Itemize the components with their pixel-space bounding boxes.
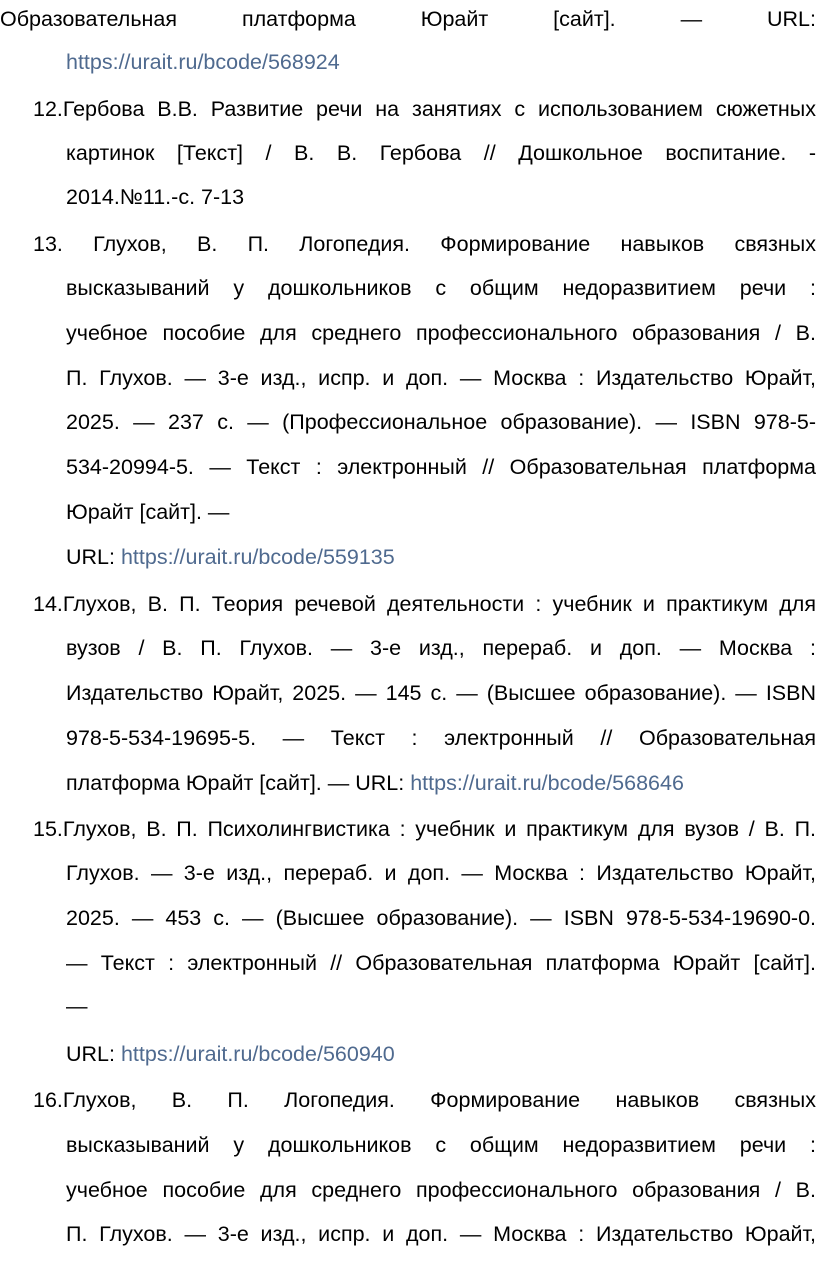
ref-13-line-5: 2025. — 237 с. — (Профессиональное образование). — ISBN 978-5- [66, 410, 816, 434]
ref-13-line-6: 534-20994-5. — Текст : электронный // Образовательная платформа [66, 455, 816, 479]
ref-16-line-2: высказываний у дошкольников с общим недоразвитием речи : [66, 1133, 816, 1157]
ref-13-line-1: 13. Глухов, В. П. Логопедия. Формирование навыков связных [33, 232, 816, 256]
ref-16-line-3: учебное пособие для среднего профессионального образования / В. [66, 1178, 816, 1202]
ref-15-line-5: — [66, 994, 88, 1018]
ref-13-line-2: высказываний у дошкольников с общим недоразвитием речи : [66, 276, 816, 300]
ref-14-line-3: Издательство Юрайт, 2025. — 145 с. — (Высшее образование). — ISBN [66, 681, 816, 705]
ref-16-line-1: 16.Глухов, В. П. Логопедия. Формирование навыков связных [33, 1088, 816, 1112]
ref-11-line-2 [66, 47, 816, 77]
ref-15-line-3: 2025. — 453 с. — (Высшее образование). — ISBN 978-5-534-19690-0. [66, 906, 816, 930]
ref-13-line-3: учебное пособие для среднего профессионального образования / В. [66, 321, 816, 345]
ref-15-url-link[interactable]: https://urait.ru/bcode/560940 [120, 1042, 395, 1066]
ref-12-line-2: картинок [Текст] / В. В. Гербова // Дошкольное воспитание. - [66, 141, 816, 165]
ref-15-url-label: URL: [66, 1042, 121, 1066]
ref-14-line-5-text: платформа Юрайт [сайт]. — URL: [66, 771, 411, 795]
ref-14-url-link[interactable]: https://urait.ru/bcode/568646 [410, 771, 684, 795]
ref-15-line-4: — Текст : электронный // Образовательная платформа Юрайт [сайт]. [66, 951, 816, 975]
ref-14-line-5 [66, 768, 816, 798]
ref-13-line-7: Юрайт [сайт]. — [66, 500, 230, 524]
ref-11-url-link[interactable]: https://urait.ru/bcode/568924 [66, 50, 340, 74]
ref-14-line-4: 978-5-534-19695-5. — Текст : электронный // Образовательная [66, 726, 816, 750]
ref-15-line-6 [66, 1039, 816, 1069]
ref-12-line-3: 2014.№11.-с. 7-13 [66, 185, 245, 209]
ref-15-line-1: 15.Глухов, В. П. Психолингвистика : учебник и практикум для вузов / В. П. [33, 817, 816, 841]
ref-16-line-4: П. Глухов. — 3-е изд., испр. и доп. — Москва : Издательство Юрайт, [66, 1222, 816, 1246]
ref-13-url-label: URL: [66, 545, 121, 569]
ref-15-line-2: Глухов. — 3-е изд., перераб. и доп. — Москва : Издательство Юрайт, [66, 861, 816, 885]
ref-14-line-1: 14.Глухов, В. П. Теория речевой деятельности : учебник и практикум для [33, 592, 816, 616]
ref-13-url-link[interactable]: https://urait.ru/bcode/559135 [120, 545, 395, 569]
ref-13-line-8 [66, 542, 816, 572]
ref-11-line-1: Образовательная платформа Юрайт [сайт]. — URL: [0, 7, 816, 31]
ref-14-line-2: вузов / В. П. Глухов. — 3-е изд., перераб. и доп. — Москва : [66, 636, 816, 660]
ref-13-line-4: П. Глухов. — 3-е изд., испр. и доп. — Москва : Издательство Юрайт, [66, 366, 816, 390]
ref-12-line-1: 12.Гербова В.В. Развитие речи на занятиях с использованием сюжетных [33, 97, 816, 121]
